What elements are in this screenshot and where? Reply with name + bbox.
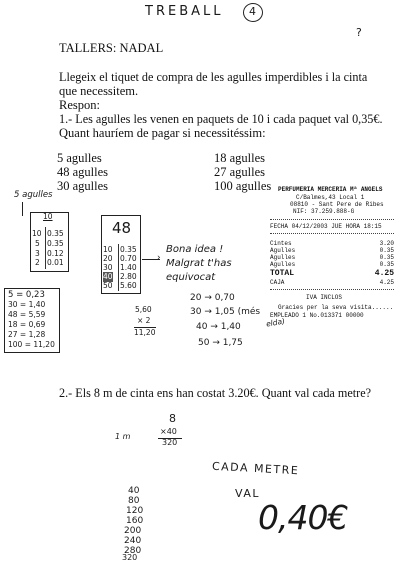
intro-line-2: que necessitem. (59, 84, 139, 98)
box-2-divider (118, 244, 119, 291)
question-1-line-1: 1.- Les agulles les venen en paquets de 10 i cada paquet val 0,35€. (59, 112, 383, 126)
answer-value: 0,40€ (258, 498, 348, 537)
receipt-address: C/Balmes,43 Local 1 (296, 194, 365, 201)
receipt-item: Agulles 0.35 (270, 254, 394, 261)
calc-line: 30 → 1,05 (més (190, 307, 261, 317)
answer-line-1: CADA METRE (211, 459, 300, 478)
answer-line-2: VAL (235, 487, 260, 500)
calc-aside: elda) (265, 316, 286, 329)
box-2-row: 50 (103, 281, 113, 290)
box-2-row: 10 (103, 245, 113, 254)
page-number: 4 (249, 5, 256, 18)
question-1-line-2: Quant hauríem de pagar si necessitéssim: (59, 126, 266, 140)
mult-result: 11,20 (134, 328, 156, 337)
calc-line: 20 → 0,70 (190, 293, 235, 303)
receipt-date: FECHA 04/12/2003 JUE HORA 18:15 (270, 223, 382, 230)
receipt-item: Cintes 3.20 (270, 240, 394, 247)
receipt (268, 186, 396, 354)
mult-line-1: 5,60 (135, 305, 152, 314)
box-2-row-value: 0.70 (120, 254, 137, 263)
receipt-item: Agulles 0.35 (270, 247, 394, 254)
quantity-right-3: 100 agulles (214, 179, 272, 193)
respon-label: Respon: (59, 98, 100, 112)
receipt-thanks: Gracies per la seva visita...... (278, 304, 394, 311)
label-5-agulles: 5 agulles (14, 190, 53, 200)
question-mark: ? (356, 26, 362, 39)
box-1-row-value: 0.35 (47, 229, 64, 238)
box-2-row-value: 0.35 (120, 245, 137, 254)
box-1-row: 5 (35, 239, 40, 248)
mult-line-2: × 2 (137, 316, 151, 325)
handwritten-results-box (4, 288, 60, 353)
quantity-left-2: 48 agulles (57, 165, 109, 179)
tally-value: 200 (124, 526, 142, 536)
receipt-divider-2 (270, 233, 394, 234)
tally-value: 280 (124, 546, 142, 556)
receipt-caja: CAJA 4.25 (270, 279, 394, 286)
q2-mult-2: ×40 (160, 427, 177, 436)
arrow-down (22, 202, 23, 216)
box-1-row-value: 0.35 (47, 239, 64, 248)
box-1-header: 10 (43, 212, 53, 221)
receipt-item: Agulles 0.35 (270, 261, 394, 268)
receipt-iva: IVA INCLOS (306, 294, 343, 301)
result-line: 30 = 1,40 (8, 300, 46, 309)
box-2-row: 30 (103, 263, 113, 272)
page-header-title: TREBALL (145, 4, 224, 19)
receipt-footer: EMPLEADO 1 No.013371 00000 (270, 312, 364, 319)
receipt-total: TOTAL 4.25 (270, 269, 394, 278)
box-1-row: 3 (35, 249, 40, 258)
box-1-row: 10 (32, 229, 42, 238)
box-2-header: 48 (112, 219, 132, 237)
result-line: 18 = 0,69 (8, 320, 46, 329)
box-2-row-value: 1.40 (120, 263, 137, 272)
quantity-left-1: 5 agulles (57, 151, 102, 165)
box-2-row-value: 2.80 (120, 272, 137, 281)
q2-mult-1: 8 (169, 412, 176, 425)
box-1-row: 2 (35, 258, 40, 267)
teacher-comment-line-2: Malgrat t'has (166, 258, 232, 269)
section-title: TALLERS: NADAL (59, 41, 164, 55)
box-2-row: 20 (103, 254, 113, 263)
question-2: 2.- Els 8 m de cinta ens han costat 3.20€. Quant val cada metre? (59, 386, 372, 400)
box-1-row-value: 0.12 (47, 249, 64, 258)
quantity-right-2: 27 agulles (214, 165, 266, 179)
receipt-divider-3 (270, 289, 394, 290)
quantity-right-1: 18 agulles (214, 151, 266, 165)
comment-arrow-head: › (157, 253, 161, 263)
tally-value: 160 (126, 516, 144, 526)
intro-line-1: Llegeix el tiquet de compra de les agulles imperdibles i la cinta (59, 70, 368, 84)
calc-line: 50 → 1,75 (198, 338, 243, 348)
result-line: 27 = 1,28 (8, 330, 46, 339)
receipt-divider-1 (270, 219, 394, 220)
tally-value: 320 (122, 553, 138, 562)
result-line: 5 = 0,23 (8, 290, 45, 300)
handwritten-box-2 (101, 215, 141, 294)
result-line: 48 = 5,59 (8, 310, 46, 319)
box-1-divider (45, 227, 46, 269)
teacher-comment-line-3: equivocat (166, 272, 216, 283)
unit-1m: 1 m (115, 432, 131, 441)
result-line: 100 = 11,20 (8, 340, 55, 349)
q2-mult-result: 320 (162, 438, 178, 447)
handwritten-box-1 (30, 212, 69, 272)
tally-value: 80 (128, 496, 140, 506)
calc-line: 40 → 1,40 (196, 322, 241, 332)
receipt-city: 08810 - Sant Pere de Ribes (290, 201, 384, 208)
box-2-row-value: 5.60 (120, 281, 137, 290)
receipt-nif: NIF: 37.259.888-G (293, 208, 355, 215)
box-2-row: 40 (103, 272, 113, 281)
teacher-comment-line-1: Bona idea ! (166, 244, 224, 255)
quantity-left-3: 30 agulles (57, 179, 109, 193)
tally-value: 240 (124, 536, 142, 546)
box-1-row-value: 0.01 (47, 258, 64, 267)
tally-value: 40 (128, 486, 140, 496)
receipt-shop-name: PERFUMERIA MERCERIA Mª ANGELS (278, 186, 383, 193)
tally-value: 120 (126, 506, 144, 516)
